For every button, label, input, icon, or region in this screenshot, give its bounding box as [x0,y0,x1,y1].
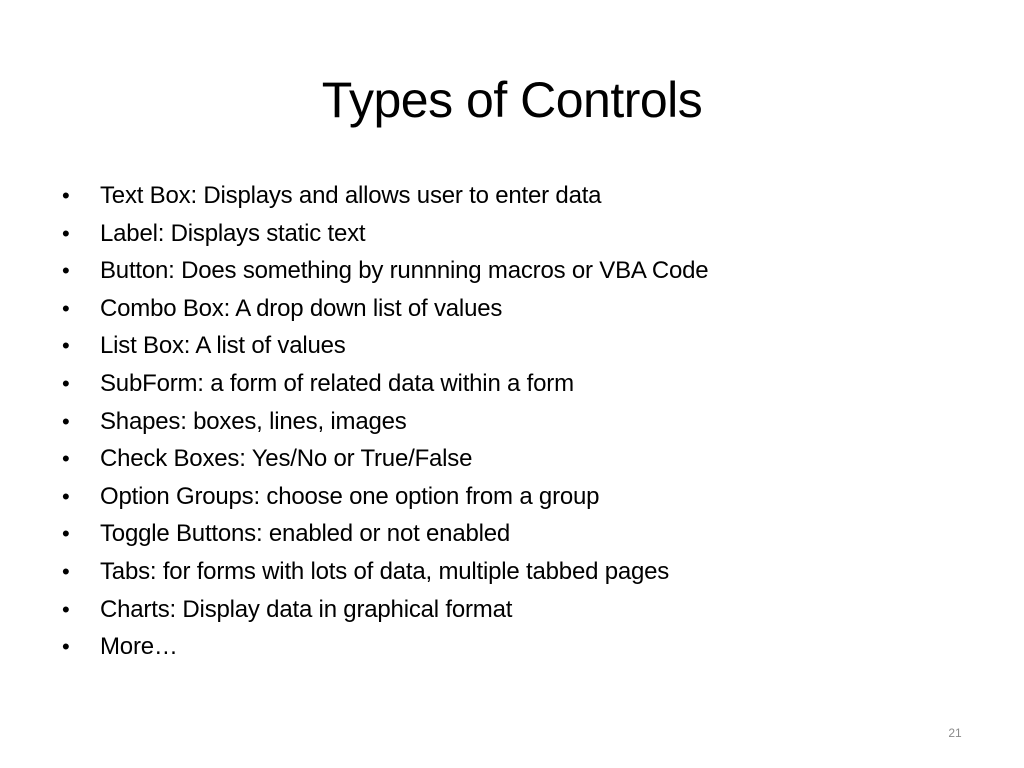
bullet-icon: • [62,333,70,359]
bullet-item [62,440,962,478]
bullet-icon: • [62,370,70,396]
bullet-icon: • [62,483,70,509]
bullet-item [62,252,962,290]
bullet-icon: • [62,183,70,208]
bullet-text: Tabs: for forms with lots of data, multiple tabbed pages [100,557,670,585]
bullet-icon: • [62,634,70,660]
bullet-icon: • [62,295,70,321]
bullet-text: More… [100,633,178,661]
bullet-item [62,327,962,365]
bullet-icon: • [62,446,70,472]
bullet-item [62,553,962,591]
bullet-item [62,403,962,441]
bullet-text: Combo Box: A drop down list of values [100,294,503,322]
page-number: 21 [948,726,962,740]
bullet-item [62,591,962,629]
bullet-text: Charts: Display data in graphical format [100,595,513,623]
bullet-item [62,365,962,403]
bullet-text: Button: Does something by runnning macros or VBA Code [100,257,709,285]
bullet-item [62,478,962,516]
bullet-icon: • [62,408,70,434]
bullet-text: Option Groups: choose one option from a group [100,482,600,510]
bullet-item [62,628,962,666]
bullet-icon: • [62,596,70,622]
slide-title: Types of Controls [321,72,703,128]
bullet-text: Label: Displays static text [100,219,366,247]
bullet-item [62,177,962,215]
bullet-list [62,177,962,666]
bullet-item [62,215,962,253]
bullet-text: Check Boxes: Yes/No or True/False [100,445,473,473]
bullet-icon: • [62,258,70,284]
bullet-text: List Box: A list of values [100,332,346,360]
bullet-icon: • [62,521,70,547]
bullet-item [62,515,962,553]
bullet-text: Text Box: Displays and allows user to enter data [100,182,602,209]
bullet-icon: • [62,558,70,584]
bullet-item [62,290,962,328]
bullet-text: SubForm: a form of related data within a form [100,369,574,397]
bullet-text: Toggle Buttons: enabled or not enabled [100,520,511,548]
bullet-text: Shapes: boxes, lines, images [100,407,407,435]
bullet-icon: • [62,220,70,246]
